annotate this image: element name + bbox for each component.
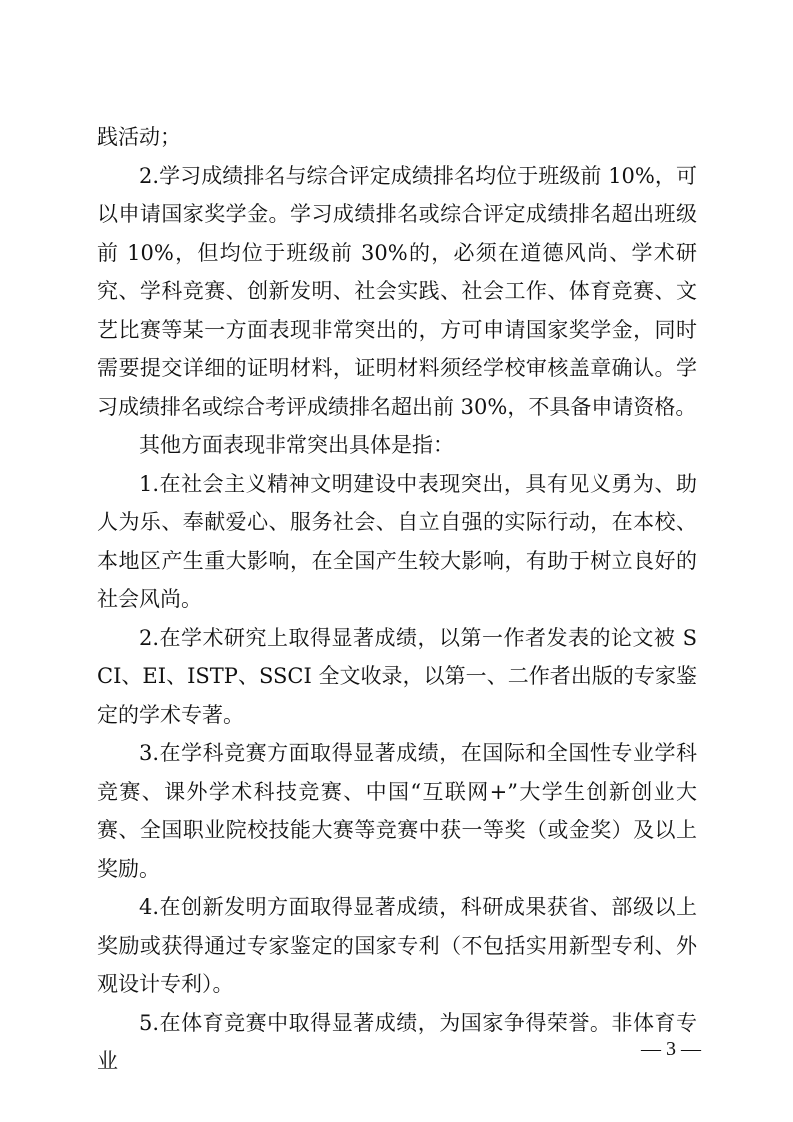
paragraph-continuation: 践活动； <box>97 125 181 149</box>
paragraph-outstanding-intro: 其他方面表现非常突出具体是指： <box>139 433 454 457</box>
paragraph-item-3-competition: 3.在学科竞赛方面取得显著成绩，在国际和全国性专业学科竞赛、课外学术科技竞赛、中国“互联网+”大学生创新创业大赛、全国职业院校技能大赛等竞赛中获一等奖（或金奖）及以上奖励。 <box>97 741 697 881</box>
paragraph-item-4-invention: 4.在创新发明方面取得显著成绩，科研成果获省、部级以上奖励或获得通过专家鉴定的国家专利（不包括实用新型专利、外观设计专利）。 <box>97 895 697 996</box>
paragraph-item-5-sports: 5.在体育竞赛中取得显著成绩，为国家争得荣誉。非体育专业 <box>97 1010 697 1073</box>
paragraph-item-2-research: 2.在学术研究上取得显著成绩，以第一作者发表的论文被 SCI、EI、ISTP、SSCI 全文收录，以第一、二作者出版的专家鉴定的学术专著。 <box>97 625 697 727</box>
paragraph-item-2-ranking: 2.学习成绩排名与综合评定成绩排名均位于班级前 10%，可以申请国家奖学金。学习成绩排名或综合评定成绩排名超出班级前 10%，但均位于班级前 30%的，必须在道德风尚、学术研究、学科竞赛、创新发明、社会实践、社会工作、体育竞赛、文艺比赛等某一方面表现非常突出的，方可申请国家奖学金，同时需要提交详细的证明材料，证明材料须经学校审核盖章确认。学习成绩排名或综合考评成绩排名超出前 30%，不具备申请资格。 <box>97 163 697 419</box>
document-body <box>97 118 697 1081</box>
paragraph-item-1-civility: 1.在社会主义精神文明建设中表现突出，具有见义勇为、助人为乐、奉献爱心、服务社会、自立自强的实际行动，在本校、本地区产生重大影响，在全国产生较大影响，有助于树立良好的社会风尚。 <box>97 471 697 611</box>
page-number: — 3 — <box>641 1038 701 1060</box>
